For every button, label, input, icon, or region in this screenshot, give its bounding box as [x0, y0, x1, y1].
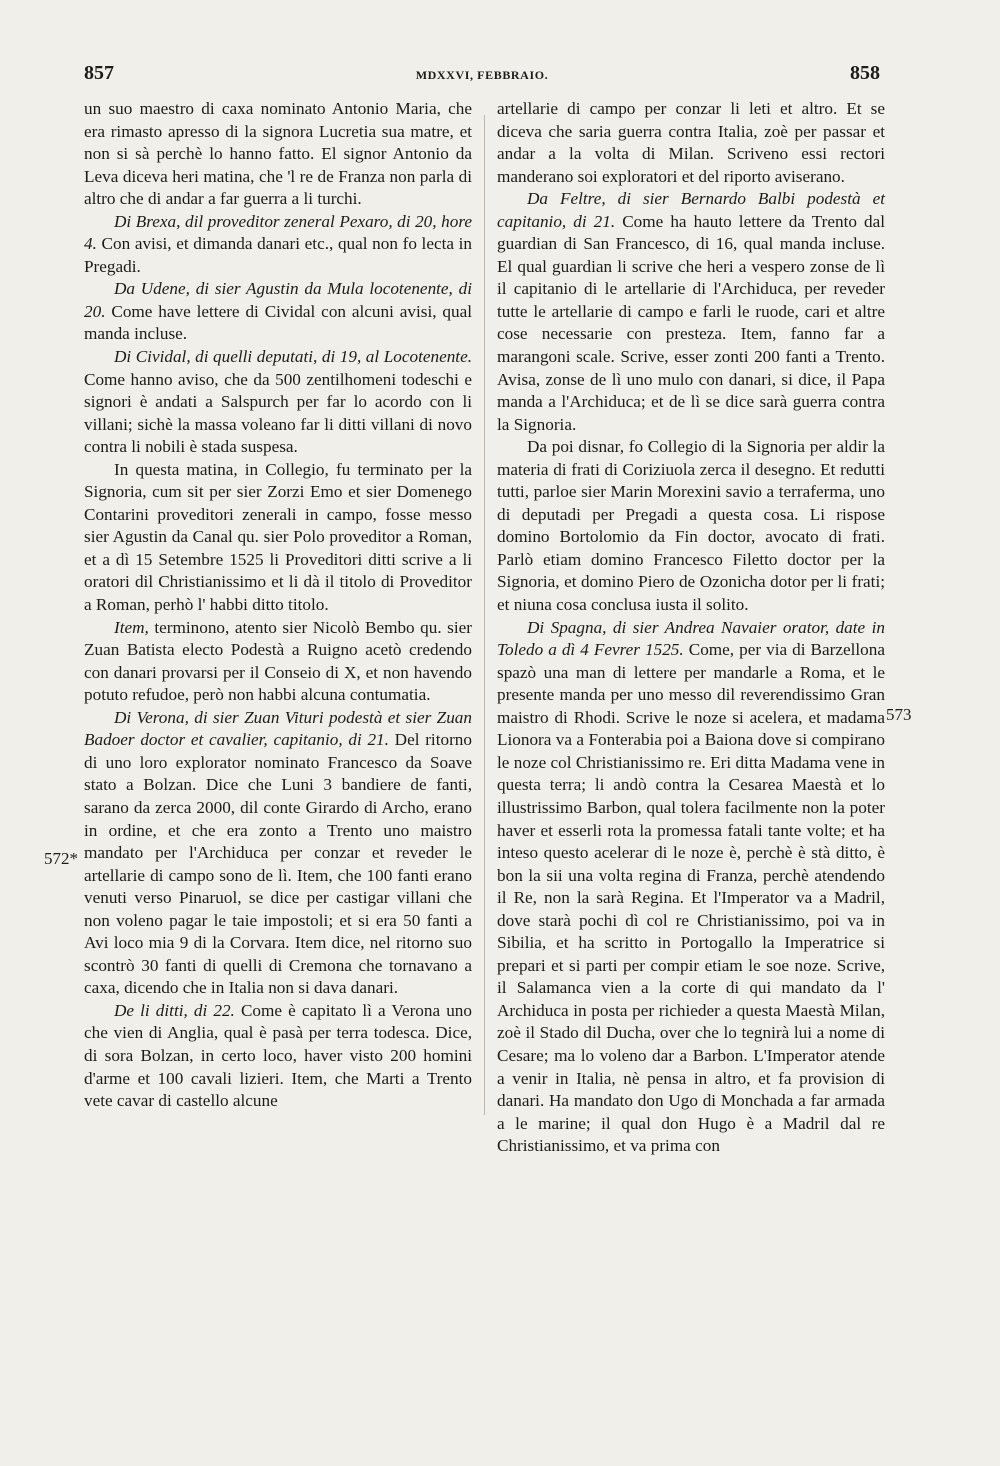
entry-heading: Di Spagna, di sier Andrea Navaier orator, date in Toledo a dì 4 Fevrer 1525. — [497, 617, 885, 660]
paragraph-text: Come, per via di Barzellona spazò una man di lettere per mandarle a Roma, et le presente manda per uno messo dil reverendissimo Gran maistro di Rhodi. Scrive le noze si acelera, et madama Lionora va a Fonterabia poi a Baiona dove si compirano le noze col Christianissimo re. Eri ditta Madama vene in questa terra; li andò contra la Cesarea Maestà et lo illustrissimo Barbon, qual tolera facilmente non la poter haver et esserli rota la promessa fatali tante volte; et ha inteso questo acelerar di le noze è, perchè è stà ditto, è bon la sii una volta regina di Franza, perchè atendendo il Re, non la sarà Regina. Et l'Imperator va a Madril, dove starà pochi dì col re Christianissimo, poi va in Sibilia, et ha scritto in Portogallo la Imperatrice si prepari et si parti per compir etiam le soe noze. Scrive, il Salamanca vien a la corte di qui mandato da l' Archiduca in posta per richieder a questa Maestà Milan, zoè il Stado dil Ducha, over che lo tegnirà lui a nome di Cesare; ma lo voleno dar a Barbon. L'Imperator atende a venir in Italia, nè pensa in altro, et fa provision di danari. Ha mandato don Ugo di Monchada a far armada a le marine; il qual don Hugo è a Madril dal re Christianissimo, et va prima con — [497, 640, 885, 1156]
paragraph-text: Da poi disnar, fo Collegio di la Signoria per aldir la materia di frati di Coriziuola zerca il desegno. Et redutti tutti, parloe sier Marin Morexini savio a terraferma, uno di deputadi per Pregadi a questa cosa. Li rispose domino Bortolomio da Fin doctor, avocato di frati. Parlò etiam domino Francesco Filetto doctor per la Signoria, et domino Piero de Ozonicha dotor per li frati; et niuna cosa conclusa iusta il solito. — [497, 437, 885, 615]
paragraph-text: Come è capitato lì a Verona uno che vien di Anglia, qual è pasà per terra todesca. Dice, di sora Bolzan, in certo loco, haver visto 200 homini d'arme et 100 cavali lizieri. Item, che Marti a Trento vete cavar di castello alcune — [84, 1000, 472, 1111]
running-header — [84, 62, 880, 92]
entry-heading: Di Brexa, dil proveditor zeneral Pexaro, di 20, hore 4. — [84, 211, 472, 254]
column-divider — [484, 115, 485, 1115]
entry-heading: Da Udene, di sier Agustin da Mula locotenente, di 20. — [84, 279, 472, 321]
entry-heading: De li ditti, di 22. — [114, 1000, 235, 1020]
running-title: MDXXVI, FEBBRAIO. — [415, 68, 549, 82]
entry-heading: Di Cividal, di quelli deputati, di 19, al Locotenente. — [114, 347, 472, 367]
paragraph-text: Del ritorno di uno loro explorator nominato Francesco da Soave stato a Bolzan. Dice che Luni 3 bandiere de fanti, sarano da zerca 2000, dil conte Girardo di Archo, erano in ordine, et che era zonto a Trento uno maistro mandato per l'Archiduca per conzar et reveder le artellarie di campo sono de lì. Item, che 100 fanti erano venuti verso Pinaruol, se dice per castigar villani che non voleno pagar le taie impostoli; et si era 50 fanti a Avi loco mia 9 di la Corvara. Item dice, nel ritorno suo scontrò 30 fanti di quelli di Cremona che tornavano a caxa, dicendo che in Italia non si dava danari. — [84, 730, 472, 998]
left-column — [84, 98, 472, 1113]
paragraph — [84, 707, 472, 1000]
margin-note-right: 573 — [886, 705, 912, 724]
paragraph-text: terminono, atento sier Nicolò Bembo qu. sier Zuan Batista electo Podestà a Ruigno acetò credendo con danari provarsi per il Conseio di X, et non havendo potuto refudoe, però non habbi alcuna contumatia. — [84, 617, 472, 705]
paragraph-text: Come hanno aviso, che da 500 zentilhomeni todeschi e signori è andati a Salspurch per far lo acordo con li villani; sichè la massa voleano far li ditti villani di novo contra li nobili è stada suspesa. — [84, 369, 472, 457]
left-page-number: 857 — [84, 62, 114, 84]
paragraph — [84, 346, 472, 459]
paragraph — [84, 459, 472, 617]
paragraph — [84, 617, 472, 707]
paragraph-text: Con avisi, et dimanda danari etc., qual non fo lecta in Pregadi. — [84, 234, 472, 276]
paragraph — [84, 211, 472, 279]
entry-heading: Item, — [114, 617, 149, 637]
right-page-number: 858 — [850, 62, 880, 84]
entry-heading: Da Feltre, di sier Bernardo Balbi podestà et capitanio, di 21. — [497, 189, 885, 231]
paragraph — [497, 98, 885, 188]
paragraph — [84, 278, 472, 346]
paragraph-text: Come ha hauto lettere da Trento dal guardian di San Francesco, di 16, qual manda incluse. El qual guardian li scrive che heri a vespero zonse de lì il capitanio di le artellarie di l'Archiduca, per reveder tutte le artellarie di campo e farli le ruode, cari et altre cose necessarie con presteza. Item, fanno far a marangoni scale. Scrive, esser zonti 200 fanti a Trento. Avisa, zonse de lì uno mulo con danari, si dice, il Papa manda a l'Archiduca; et de lì se dice sarà guerra contra la Signoria. — [497, 211, 885, 434]
paragraph-text: artellarie di campo per conzar li leti et altro. Et se diceva che saria guerra contra Italia, zoè per passar et andar a la volta di Milan. Scriveno essi rectori manderano soi exploratori et del riporto aviserano. — [497, 99, 885, 186]
margin-note-left: 572* — [44, 849, 78, 868]
right-column — [497, 98, 885, 1158]
paragraph — [84, 1000, 472, 1113]
paragraph-text: In questa matina, in Collegio, fu terminato per la Signoria, cum sit per sier Zorzi Emo et sier Domenego Contarini proveditori zenerali in campo, fosse messo sier Agustin da Canal qu. sier Polo proveditor a Roman, et a dì 15 Setembre 1525 li Proveditori ditti scrive a li oratori dil Christianissimo et li dà il titolo di Proveditor a Roman, perhò l' habbi ditto titolo. — [84, 459, 472, 615]
paragraph — [497, 617, 885, 1158]
paragraph — [84, 98, 472, 211]
paragraph — [497, 188, 885, 436]
paragraph-text: Come have lettere di Cividal con alcuni avisi, qual manda incluse. — [84, 301, 472, 344]
entry-heading: Di Verona, di sier Zuan Vituri podestà et sier Zuan Badoer doctor et cavalier, capitanio, di 21. — [84, 707, 472, 750]
paragraph — [497, 436, 885, 616]
paragraph-text: un suo maestro di caxa nominato Antonio Maria, che era rimasto apresso di la signora Lucretia sua matre, et non si sà perchè lo hanno fatto. El signor Antonio da Leva diceva heri matina, che 'l re de Franza non parla di altro che di andar a far guerra a li turchi. — [84, 99, 472, 209]
